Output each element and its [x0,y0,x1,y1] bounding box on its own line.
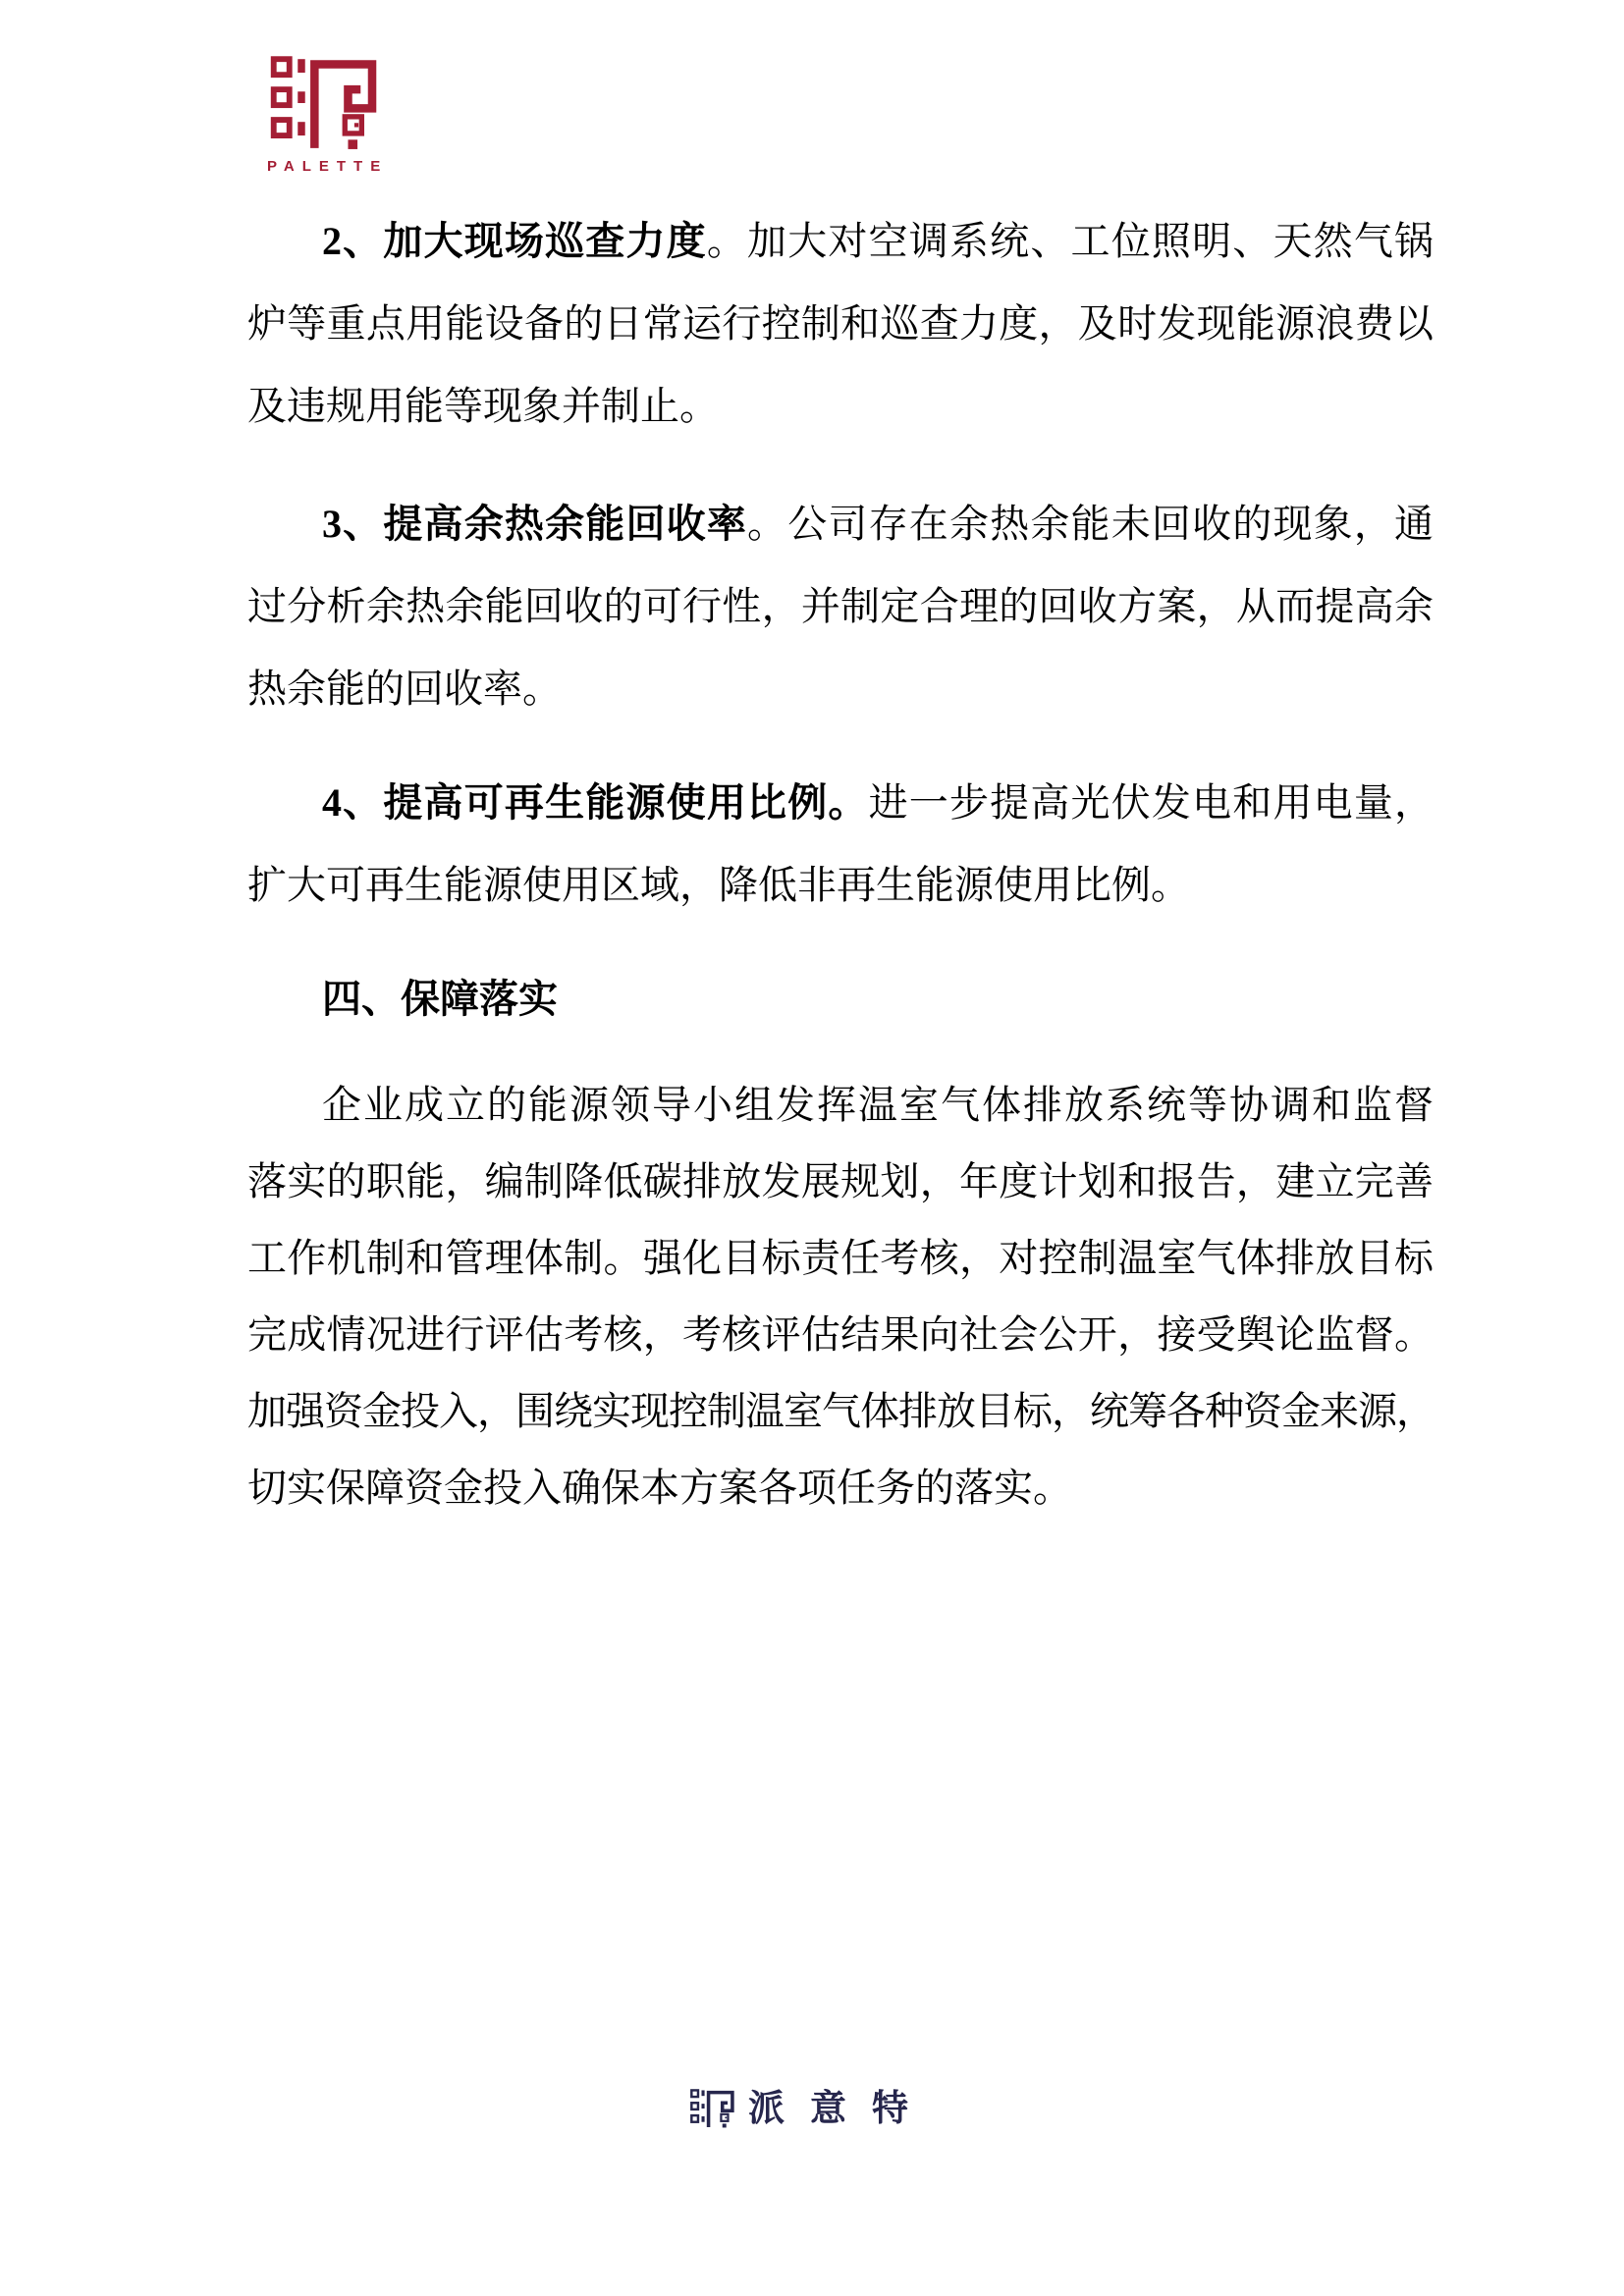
paragraph-5 [247,1067,1434,1526]
palette-logo [267,56,389,175]
text-line: 落实的职能，编制降低碳排放发展规划，年度计划和报告，建立完善 [247,1159,1434,1203]
bold-run: 4、提高可再生能源使用比例。 [322,780,869,825]
palette-wordmark: PALETTE [267,158,389,175]
text-line: 加强资金投入，围绕实现控制温室气体排放目标，统筹各种资金来源， [247,1389,1434,1433]
text-run: 。公司存在余热余能未回收的现象，通 [747,502,1435,546]
text-run: 进一步提高光伏发电和用电量， [868,780,1435,825]
paragraph-4 [247,762,1434,927]
text-line: 完成情况进行评估考核，考核评估结果向社会公开，接受舆论监督。 [247,1312,1434,1357]
text-line [247,762,1434,844]
text-line: 炉等重点用能设备的日常运行控制和巡查力度，及时发现能源浪费以 [247,301,1434,346]
paiyite-maze-p-icon [690,2085,735,2132]
text-line: 热余能的回收率。 [247,667,562,711]
bold-run: 2、加大现场巡查力度 [322,219,707,263]
footer-brand-text: 派意特 [748,2088,934,2128]
text-line: 扩大可再生能源使用区域，降低非再生能源使用比例。 [247,863,1190,907]
text-line: 过分析余热余能回收的可行性，并制定合理的回收方案，从而提高余 [247,584,1434,628]
bold-run: 3、提高余热余能回收率 [322,502,748,546]
footer-brand [690,2085,934,2132]
paragraph-2 [247,200,1434,448]
text-line: 切实保障资金投入确保本方案各项任务的落实。 [247,1466,1072,1510]
palette-maze-p-icon [267,56,383,150]
text-line [247,483,1434,565]
paragraph-3 [247,483,1434,730]
text-line: 工作机制和管理体制。强化目标责任考核，对控制温室气体排放目标 [247,1236,1434,1280]
text-run: 。加大对空调系统、工位照明、天然气锅 [706,219,1435,263]
text-line: 企业成立的能源领导小组发挥温室气体排放系统等协调和监督 [322,1083,1434,1127]
section-heading: 四、保障落实 [322,977,558,1021]
text-line [247,200,1434,283]
text-line: 及违规用能等现象并制止。 [247,384,719,428]
